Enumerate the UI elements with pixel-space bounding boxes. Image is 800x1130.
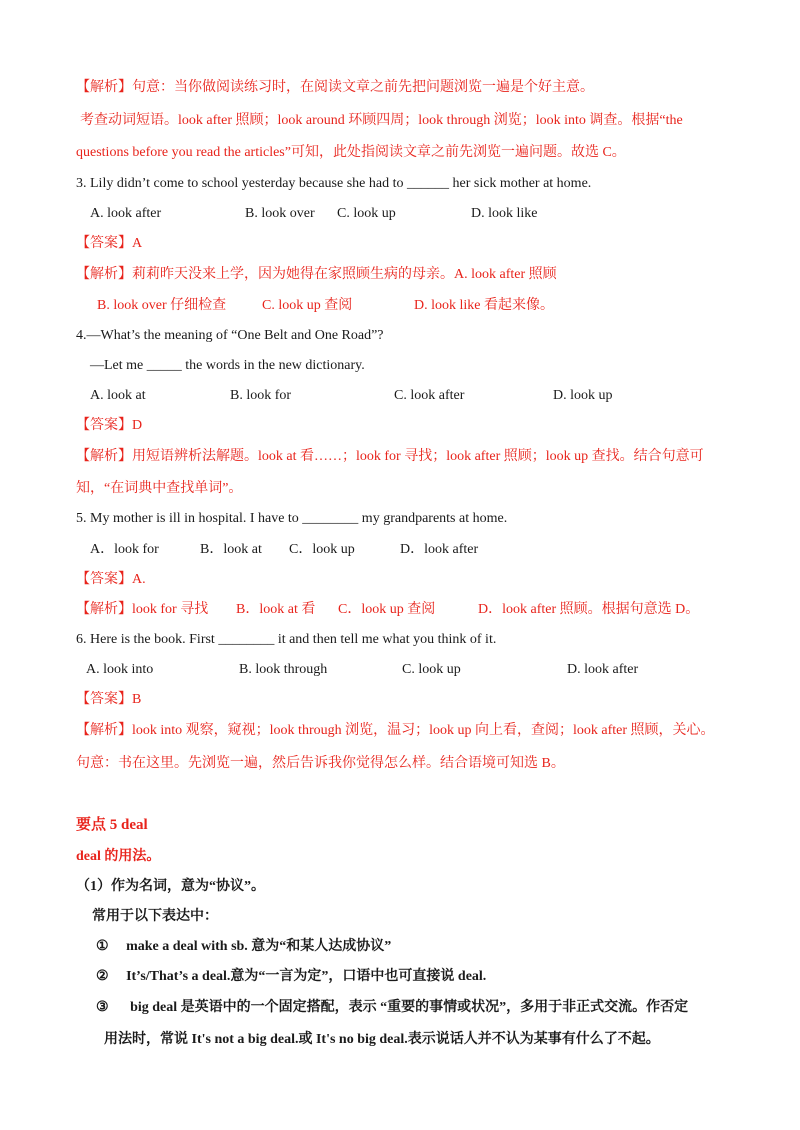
question-3-analysis-1: 【解析】莉莉昨天没来上学，因为她得在家照顾生病的母亲。A. look after 照顾: [76, 267, 557, 282]
question-4-stem-2: —Let me _____ the words in the new dictionary.: [90, 358, 365, 373]
analysis-option-c: C. look up 查阅: [262, 298, 353, 313]
question-5-answer: 【答案】A.: [76, 572, 146, 587]
question-6-analysis-2: 句意：书在这里。先浏览一遍，然后告诉我你觉得怎么样。结合语境可知选 B。: [76, 756, 565, 771]
option-a: A. look after: [90, 206, 162, 221]
analysis-option-c: C．look up 查阅: [338, 602, 436, 617]
prev-analysis-line-2: 考查动词短语。look after 照顾；look around 环顾四周；look through 浏览；look into 调查。根据“the: [80, 113, 683, 128]
option-a: A. look at: [90, 388, 146, 403]
prev-analysis-line-1: 【解析】句意：当你做阅读练习时，在阅读文章之前先把问题浏览一遍是个好主意。: [76, 80, 594, 95]
analysis-option-d: D．look after 照顾。根据句意选 D。: [478, 602, 700, 617]
usage-item-3-continued: 用法时，常说 It's not a big deal.或 It's no big deal.表示说话人并不认为某事有什么了不起。: [104, 1032, 660, 1047]
option-b: B．look at: [200, 542, 262, 557]
question-4-stem: 4.—What’s the meaning of “One Belt and One Road”?: [76, 328, 384, 343]
option-a: A. look into: [86, 662, 154, 677]
item-number: ③: [96, 1000, 109, 1015]
usage-item-2: [96, 967, 486, 987]
item-number: ①: [96, 939, 109, 954]
question-6-analysis-1: 【解析】look into 观察，窥视；look through 浏览，温习；look up 向上看，查阅；look after 照顾，关心。: [76, 723, 715, 738]
question-6-answer: 【答案】B: [76, 692, 142, 707]
option-c: C. look after: [394, 388, 465, 403]
point-1-heading: （1）作为名词，意为“协议”。: [76, 879, 265, 894]
option-c: C. look up: [337, 206, 396, 221]
item-text: big deal 是英语中的一个固定搭配，表示 “重要的事情或状况”，多用于非正式交流。作否定: [130, 1000, 689, 1015]
analysis-option-a: 【解析】look for 寻找: [76, 602, 209, 617]
analysis-option-d: D. look like 看起来像。: [414, 298, 554, 313]
option-d: D. look after: [567, 662, 639, 677]
usage-intro: 常用于以下表达中：: [92, 909, 218, 924]
option-b: B. look through: [239, 662, 328, 677]
prev-analysis-line-3: questions before you read the articles”可知，此处指阅读文章之前先浏览一遍问题。故选 C。: [76, 145, 626, 160]
option-b: B. look for: [230, 388, 292, 403]
question-4-answer: 【答案】D: [76, 418, 143, 433]
option-d: D. look like: [471, 206, 538, 221]
option-a: A．look for: [90, 542, 159, 557]
item-text: make a deal with sb. 意为“和某人达成协议”: [126, 939, 392, 954]
option-d: D. look up: [553, 388, 613, 403]
option-c: C．look up: [289, 542, 355, 557]
question-3-stem: 3. Lily didn’t come to school yesterday because she had to ______ her sick mother at home.: [76, 176, 592, 191]
item-text: It’s/That’s a deal.意为“一言为定”，口语中也可直接说 deal.: [126, 969, 487, 984]
question-4-analysis-2: 知，“在词典中查找单词”。: [76, 481, 243, 496]
section-subheading: deal 的用法。: [76, 849, 161, 864]
usage-item-3: [96, 998, 688, 1018]
analysis-option-b: B．look at 看: [236, 602, 316, 617]
question-6-stem: 6. Here is the book. First ________ it and then tell me what you think of it.: [76, 632, 497, 647]
question-4-analysis-1: 【解析】用短语辨析法解题。look at 看……；look for 寻找；look after 照顾；look up 查找。结合句意可: [76, 449, 704, 464]
usage-item-1: [96, 937, 391, 957]
item-number: ②: [96, 969, 109, 984]
option-d: D．look after: [400, 542, 479, 557]
section-heading: 要点 5 deal: [76, 817, 148, 833]
option-c: C. look up: [402, 662, 461, 677]
question-3-answer: 【答案】A: [76, 236, 143, 251]
option-b: B. look over: [245, 206, 315, 221]
analysis-option-b: B. look over 仔细检查: [97, 298, 227, 313]
question-5-stem: 5. My mother is ill in hospital. I have to ________ my grandparents at home.: [76, 511, 508, 526]
